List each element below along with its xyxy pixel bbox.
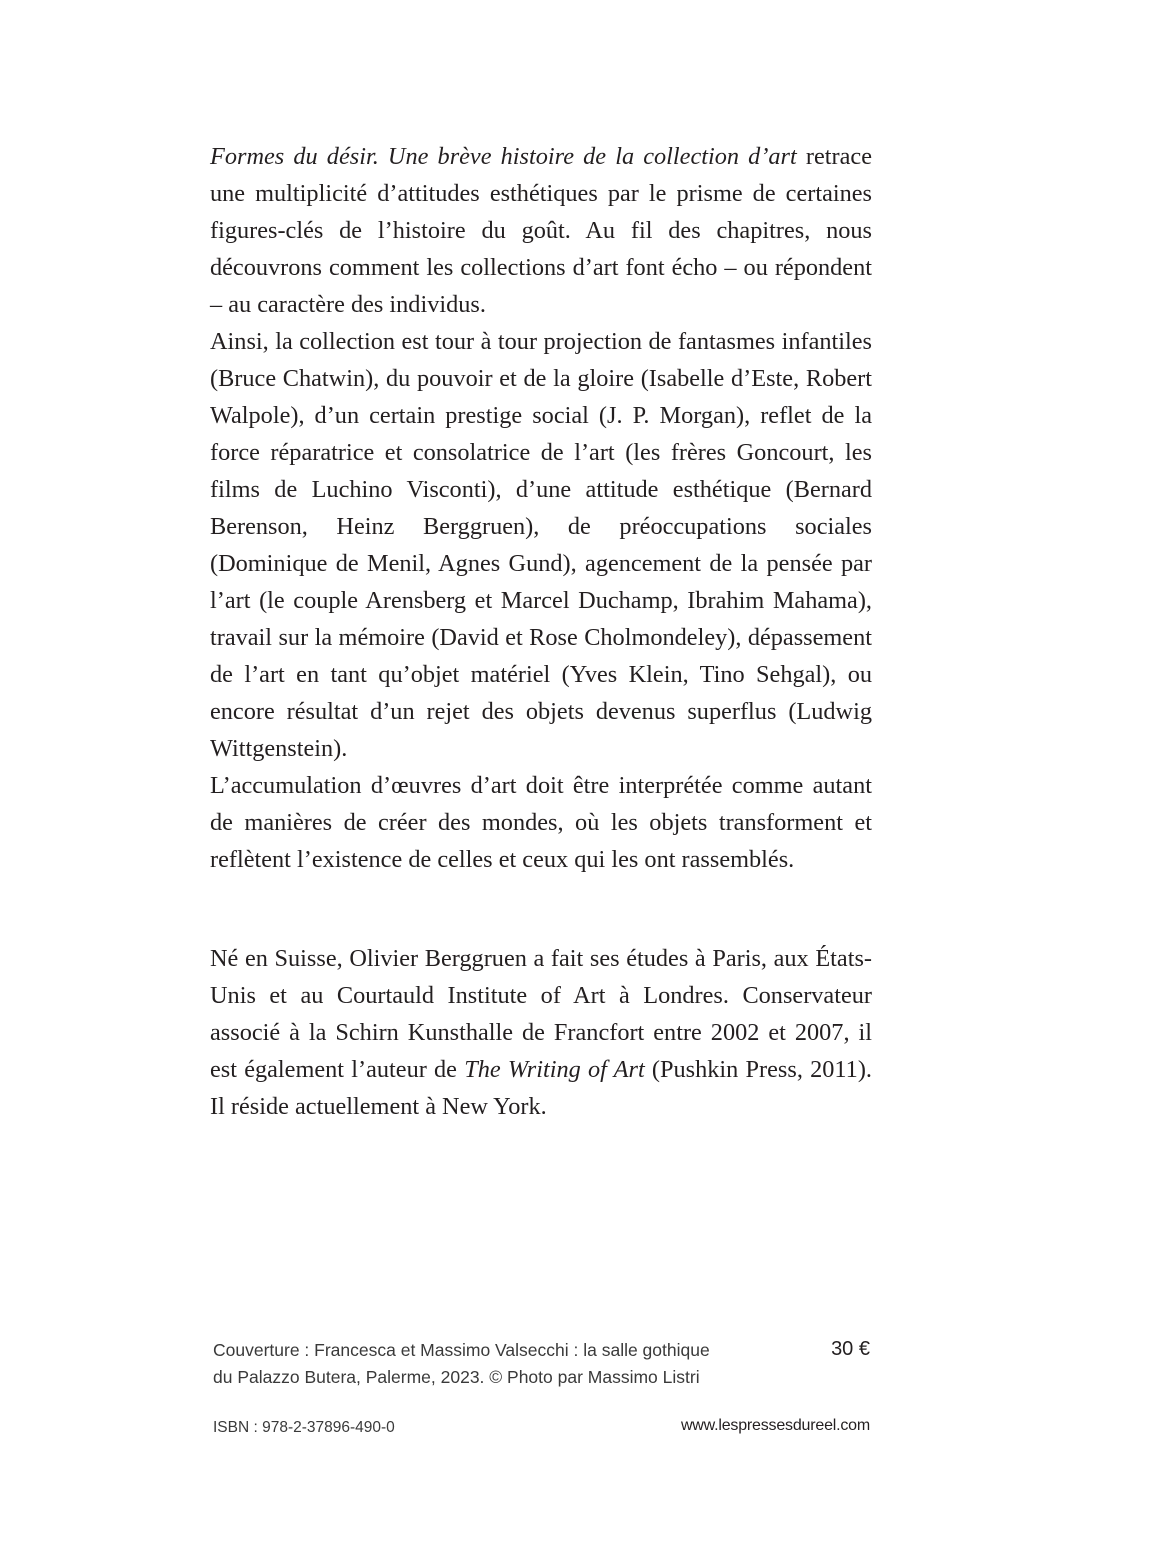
- author-book-title: The Writing of Art: [464, 1056, 645, 1083]
- cover-credit-line-2: du Palazzo Butera, Palerme, 2023. © Photo par Massimo Listri: [213, 1367, 700, 1387]
- blurb-paragraph-1-rest: retrace une multiplicité d’attitudes esthétiques par le prisme de certaines figures-clés de l’histoire du goût. Au fil des chapitres, nous découvrons comment les collections d’art font écho – ou répondent – au caractère des individus.: [210, 143, 872, 318]
- author-bio-text-start: Né en Suisse, Olivier Berggruen a fait ses études à Paris, aux États-Unis et au Courtauld Institute of Art à Londres. Conservateur associé à la Schirn Kunsthalle de Francfort entre 2002 et 2007, il est également l’auteur de: [210, 945, 872, 1083]
- author-bio-text-end: (Pushkin Press, 2011). Il réside actuellement à New York.: [210, 1056, 872, 1120]
- author-bio: [210, 940, 872, 1125]
- blurb-paragraph-3: L’accumulation d’œuvres d’art doit être interprétée comme autant de manières de créer des mondes, où les objets transforment et reflètent l’existence de celles et ceux qui les ont rassemblés.: [210, 772, 872, 873]
- cover-credit-line-1: Couverture : Francesca et Massimo Valsecchi : la salle gothique: [213, 1340, 710, 1360]
- blurb-paragraph-1: [210, 138, 872, 323]
- isbn: ISBN : 978-2-37896-490-0: [213, 1419, 395, 1436]
- author-bio-paragraph: [210, 940, 872, 1125]
- price: 30 €: [831, 1338, 870, 1360]
- book-title: Formes du désir. Une brève histoire de la collection d’art: [210, 143, 797, 170]
- cover-credit: [213, 1337, 773, 1391]
- publisher-website: www.lespressesdureel.com: [680, 1417, 870, 1434]
- blurb-paragraph-2: Ainsi, la collection est tour à tour projection de fantasmes infantiles (Bruce Chatwin), du pouvoir et de la gloire (Isabelle d’Este, Robert Walpole), d’un certain prestige social (J. P. Morgan), reflet de la force réparatrice et consolatrice de l’art (les frères Goncourt, les films de Luchino Visconti), d’une attitude esthétique (Bernard Berenson, Heinz Berggruen), de préoccupations sociales (Dominique de Menil, Agnes Gund), agencement de la pensée par l’art (le couple Arensberg et Marcel Duchamp, Ibrahim Mahama), travail sur la mémoire (David et Rose Cholmondeley), dépassement de l’art en tant qu’objet matériel (Yves Klein, Tino Sehgal), ou encore résultat d’un rejet des objets devenus superflus (Ludwig Wittgenstein).: [210, 328, 872, 762]
- blurb-text: [210, 138, 872, 878]
